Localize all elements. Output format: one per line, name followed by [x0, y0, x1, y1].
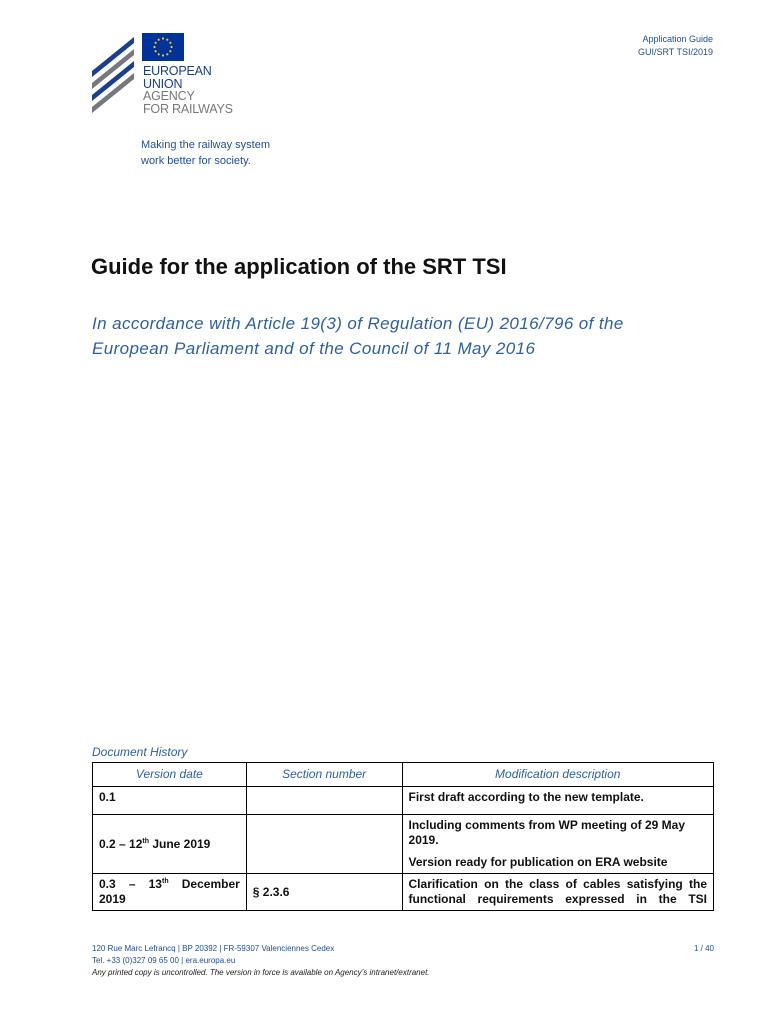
document-reference — [638, 33, 713, 59]
version-cell — [93, 874, 247, 911]
tagline-line-2: work better for society. — [141, 155, 251, 167]
footer-contact: Tel. +33 (0)327 09 65 00 | era.europa.eu — [92, 956, 236, 965]
section-cell — [246, 815, 402, 874]
table-row — [93, 874, 714, 911]
description-text: Including comments from WP meeting of 29 May 2019. — [408, 818, 686, 847]
document-history-table — [92, 762, 714, 911]
description-text: Version ready for publication on ERA website — [408, 855, 668, 869]
page-number: 1 / 40 — [693, 944, 714, 953]
section-cell: § 2.3.6 — [246, 874, 402, 911]
version-text: June 2019 — [148, 836, 211, 851]
subtitle-line-1: In accordance with Article 19(3) of Regulation (EU) 2016/796 of the — [92, 314, 624, 333]
table-header-row — [93, 763, 714, 787]
footer-address: 120 Rue Marc Lefrancq | BP 20392 | FR-59307 Valenciennes Cedex — [92, 944, 335, 953]
table-row — [93, 815, 714, 874]
table-row — [93, 787, 714, 815]
agency-tagline — [141, 137, 270, 169]
footer-note: Any printed copy is uncontrolled. The version in force is available on Agency’s intranet/extranet. — [92, 968, 430, 977]
agency-swoosh-icon — [90, 33, 142, 121]
logo-line-agency: AGENCY — [143, 89, 195, 103]
description-cell — [402, 874, 713, 911]
tagline-line-1: Making the railway system — [141, 139, 270, 151]
header-version-date: Version date — [93, 763, 247, 787]
version-text: December 2019 — [99, 877, 240, 906]
page-title: Guide for the application of the SRT TSI — [91, 254, 507, 279]
history-caption: Document History — [92, 745, 188, 759]
description-cell — [402, 815, 713, 874]
header-section-number: Section number — [246, 763, 402, 787]
subtitle-line-2: European Parliament and of the Council of 11 May 2016 — [92, 339, 536, 358]
logo-line-for-railways: FOR RAILWAYS — [143, 101, 233, 116]
logo-line-union: UNION — [143, 76, 183, 91]
section-cell — [246, 787, 402, 815]
document-id: GUI/SRT TSI/2019 — [637, 47, 713, 57]
era-logo — [90, 33, 250, 121]
document-type: Application Guide — [642, 34, 713, 44]
version-cell: 0.1 — [93, 787, 247, 815]
header-modification-description: Modification description — [402, 763, 713, 787]
logo-line-european: EUROPEAN — [143, 64, 212, 78]
description-text: Clarification on the class of cables satisfying the functional requirements expressed in the TSI — [408, 877, 707, 906]
eu-flag-icon — [142, 33, 184, 61]
agency-name — [143, 65, 233, 115]
version-text: 0.2 – 12 — [99, 836, 143, 851]
ordinal-suffix: th — [142, 837, 149, 845]
version-text: 0.3 – 13 — [99, 877, 162, 891]
description-text: First draft according to the new template. — [408, 790, 644, 804]
page-footer — [92, 943, 714, 979]
page-subtitle — [92, 311, 732, 361]
ordinal-suffix: th — [162, 878, 169, 885]
description-cell — [402, 787, 713, 815]
version-cell — [93, 815, 247, 874]
